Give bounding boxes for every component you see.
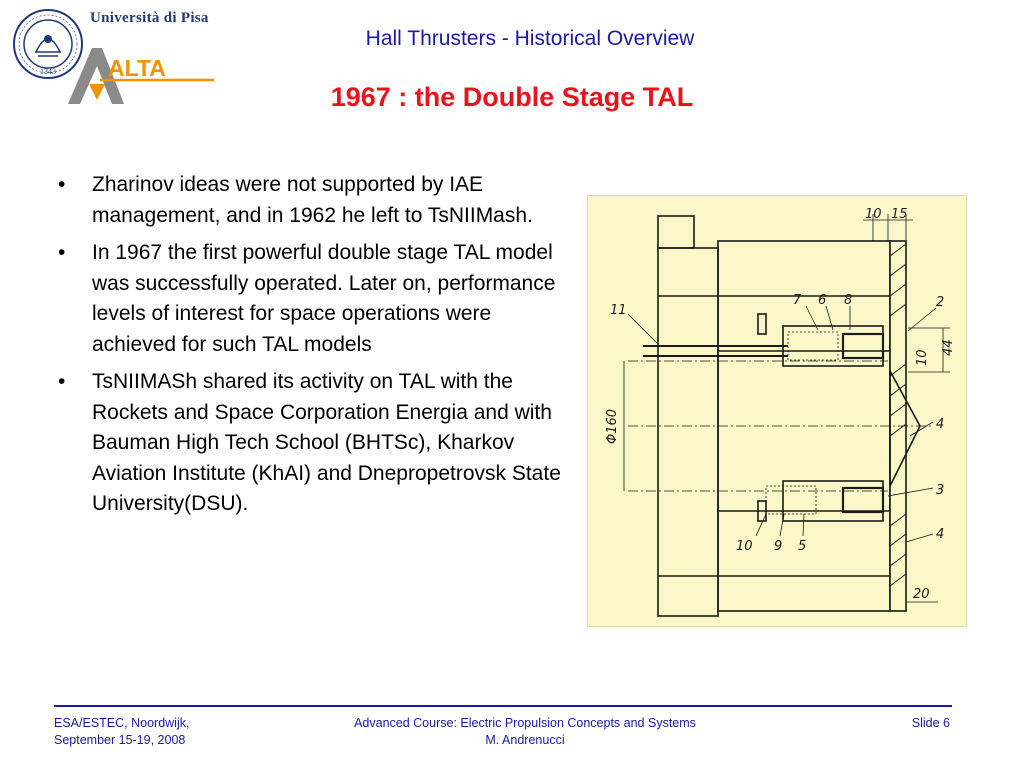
label-7: 7: [793, 293, 802, 308]
bullet-dot: •: [58, 241, 66, 264]
bullet-dot: •: [58, 173, 66, 196]
label-5: 5: [798, 539, 807, 554]
bullet-dot: •: [58, 370, 66, 393]
logo-area: [8, 4, 228, 104]
label-dim-15-top: 15: [891, 207, 908, 222]
header-title: Hall Thrusters - Historical Overview: [365, 27, 695, 50]
bullet-text: TsNIIMASh shared its activity on TAL with the Rockets and Space Corporation Energia and with Bauman High Tech School (BHTSc), Kharkov Aviation Institute (KhAI) and Dnepropetrovsk State University(DSU).: [92, 370, 561, 515]
label-6: 6: [818, 293, 827, 308]
bullet-item: [58, 367, 563, 520]
bullet-text: Zharinov ideas were not supported by IAE management, and in 1962 he left to TsNIIMash.: [92, 173, 533, 227]
footer-event-line2: September 15-19, 2008: [54, 733, 186, 747]
alta-logo: [66, 44, 216, 106]
university-name: Università di Pisa: [90, 10, 209, 26]
label-9: 9: [774, 539, 783, 554]
footer-divider: [54, 705, 952, 707]
bullet-item: [58, 238, 563, 360]
label-8: 8: [844, 293, 853, 308]
bullet-item: [58, 170, 563, 231]
label-dim-10-side: 10: [915, 349, 930, 366]
seal-year: 1343: [40, 67, 56, 76]
label-2: 2: [936, 295, 945, 310]
label-11: 11: [610, 303, 627, 318]
slide-number: Slide 6: [911, 716, 950, 730]
footer-event: [54, 715, 189, 749]
label-dim-44: 44: [941, 339, 956, 356]
footer-course-line1: Advanced Course: Electric Propulsion Concepts and Systems: [354, 716, 696, 730]
slide-title: 1967 : the Double Stage TAL: [330, 82, 694, 112]
label-10: 10: [736, 539, 753, 554]
drawing-canvas: [588, 196, 966, 626]
label-dim-10-top: 10: [865, 207, 882, 222]
label-dim-20: 20: [913, 587, 930, 602]
footer-slide-number: [870, 715, 950, 732]
label-4-lower: 4: [936, 527, 945, 542]
label-diameter: Φ160: [605, 408, 620, 444]
bullet-text: In 1967 the first powerful double stage TAL model was successfully operated. Later on, performance levels of interest for space operations were achieved for such TAL models: [92, 241, 556, 356]
tal-technical-drawing: [587, 195, 967, 627]
bullet-list: [58, 170, 563, 527]
footer-course-line2: M. Andrenucci: [485, 733, 565, 747]
footer-course: [300, 715, 750, 749]
label-4-upper: 4: [936, 417, 945, 432]
footer-event-line1: ESA/ESTEC, Noordwijk,: [54, 716, 190, 730]
alta-text: ALTA: [108, 55, 166, 81]
label-3: 3: [936, 483, 945, 498]
